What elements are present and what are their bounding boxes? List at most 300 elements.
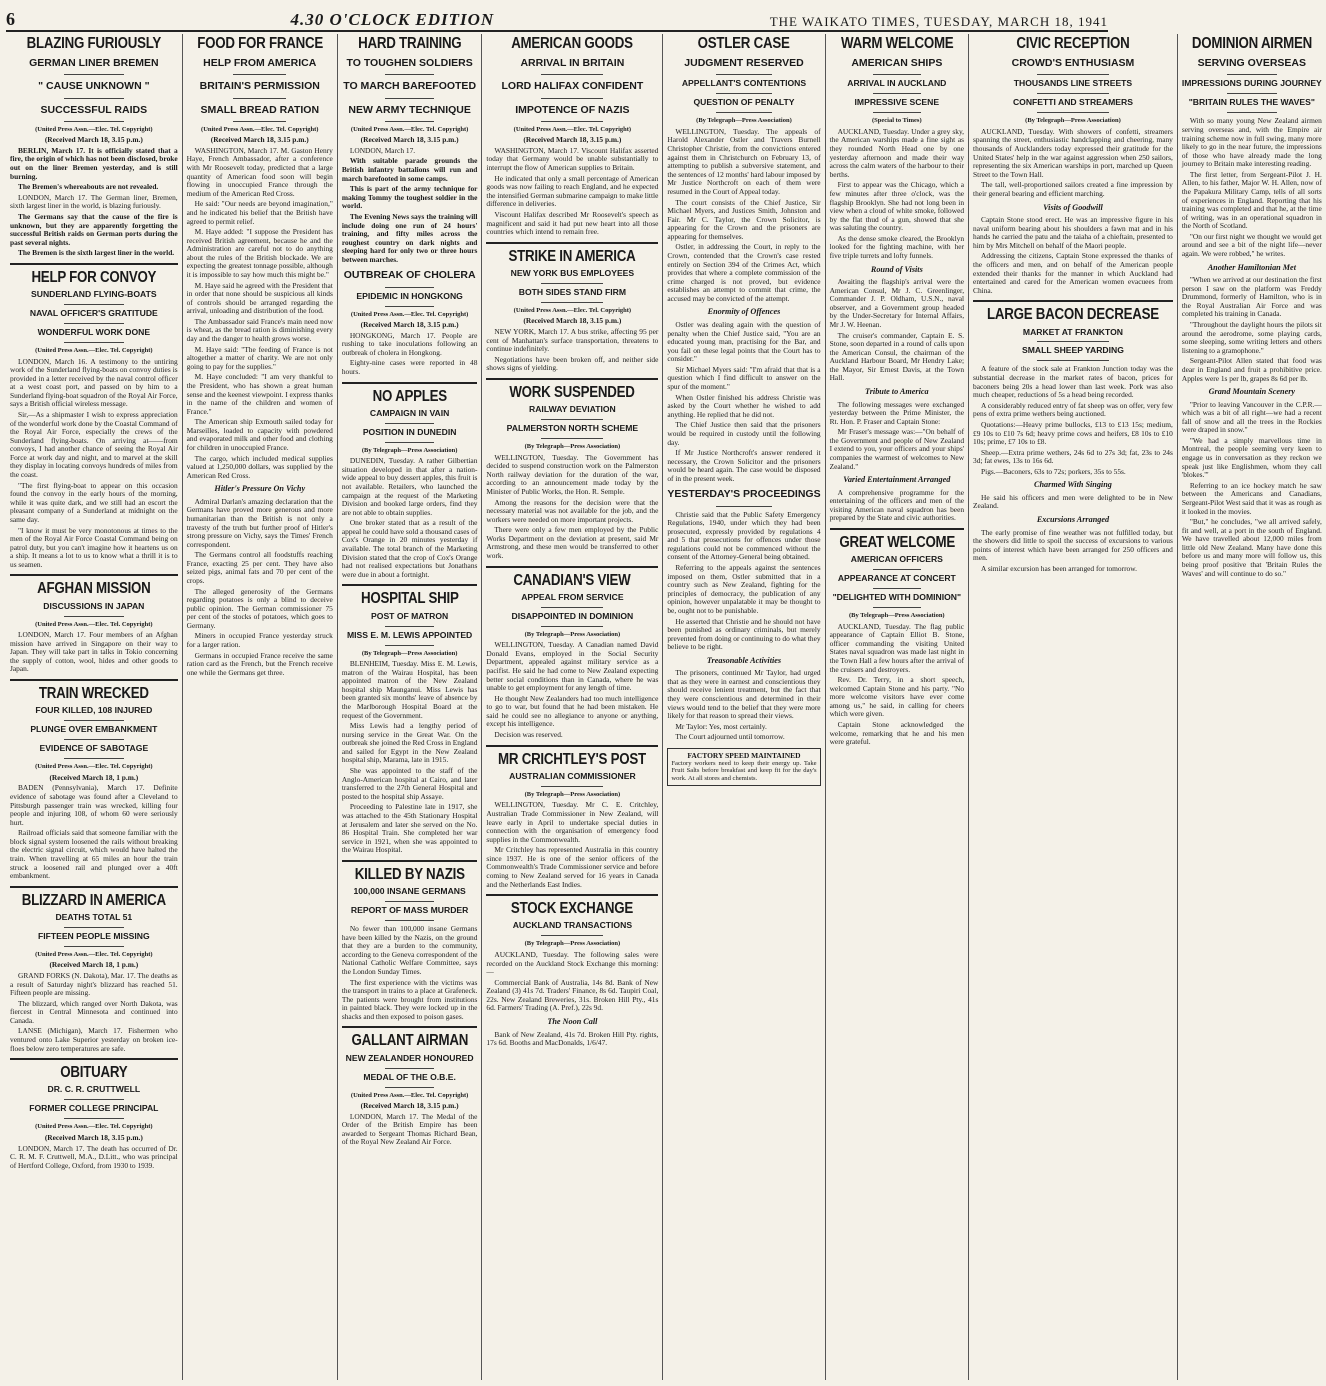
headline: OSTLER CASE xyxy=(697,35,790,52)
short-rule xyxy=(233,121,286,122)
section-subhead: Visits of Goodwill xyxy=(1043,202,1103,212)
short-rule xyxy=(385,121,434,122)
paragraph: WELLINGTON, Tuesday. The appeals of Harold Alexander Ostler and Travers Burnell Christopher Christie, from the convictions entered against them in Christchurch on February 13, of attempting to publish a subversive statement, and the sentences of 12 months' hard labour imposed by Mr Justice Northcroft on each of them were resumed in the Court of Appeal today. xyxy=(667,126,821,196)
paragraph: The Ambassador said France's main need now is wheat, as the bread ration is diminishing every day and the danger to health grows worse. xyxy=(186,316,333,344)
paragraph: Sergeant-Pilot Allen stated that food was dear in England and fruit a prohibitive price. Apples were 1s per lb, grapes 8s 6d per lb. xyxy=(1181,356,1322,383)
headline: STRIKE IN AMERICA xyxy=(508,247,636,265)
deck: SUNDERLAND FLYING-BOATS xyxy=(31,289,157,300)
short-rule xyxy=(541,419,603,420)
short-rule xyxy=(385,626,434,627)
paragraph: Eighty-nine cases were reported in 48 hours. xyxy=(341,358,478,376)
column-rule xyxy=(10,886,178,888)
paragraph: Proceeding to Palestine late in 1917, she was attached to the 45th Stationary Hospital at Jerusalem and later she served on the No. 86 Hospital Train. She completed her war service in 1921, when she was appointed to the Wairau Hospital. xyxy=(341,802,478,855)
advertisement-title: FACTORY SPEED MAINTAINED xyxy=(687,750,801,760)
paragraph: WASHINGTON, March 17. Viscount Halifax asserted today that Germany would be unable substantially to interrupt the flow of American supplies to Britain. xyxy=(486,145,659,173)
paragraph: AUCKLAND, Tuesday. With showers of confetti, streamers spanning the street, enthusiastic handclapping and cheering, many thousands of Aucklanders today expressed their gratitude for the United States' help in the war against aggression when 250 sailors, representing the six American warships in port, marched up Queen Street to the Town Hall. xyxy=(973,126,1173,179)
headline: AFGHAN MISSION xyxy=(37,580,151,598)
paragraph: Captain Stone acknowledged the welcome, remarking that he and his men were grateful. xyxy=(829,720,965,747)
deck: MARKET AT FRANKTON xyxy=(1022,326,1123,337)
short-rule xyxy=(64,739,124,740)
deck: CONFETTI AND STREAMERS xyxy=(1012,97,1133,108)
paragraph: The American ship Exmouth sailed today for Marseilles, loaded to capacity with powdered and evaporated milk and other food and clothing for children in unoccupied France. xyxy=(186,417,333,452)
paragraph: NEW YORK, March 17. A bus strike, affecting 95 per cent of Manhattan's surface transportation, threatens to continue indefinitely. xyxy=(486,326,659,354)
paragraph: LONDON, March 16. A testimony to the untiring work of the Sunderland flying-boats on convoy duties is provided in a letter received by the naval control officer at a west coast port, and passed on by him to a Sunderland flying-boat squadron of the Royal Air Force, says a British official wireless message. xyxy=(10,356,178,409)
deck: REPORT OF MASS MURDER xyxy=(350,905,469,916)
column-2 xyxy=(183,34,338,1380)
subheadline: IMPOTENCE OF NAZIS xyxy=(515,103,630,116)
deck: FOUR KILLED, 108 INJURED xyxy=(35,705,153,716)
short-rule xyxy=(64,304,124,305)
paragraph: The cruiser's commander, Captain E. S. Stone, soon departed in a round of calls upon the American Consul, the chairman of the Auckland Harbour Board, Mr Hendry Lake; the Mayor, Sir Ernest Davis, at the Town Hall. xyxy=(829,330,965,383)
received-line: (Received March 18, 3.15 p.m.) xyxy=(360,135,459,145)
deck: POSITION IN DUNEDIN xyxy=(362,426,457,437)
deck: AUCKLAND TRANSACTIONS xyxy=(512,920,633,931)
short-rule xyxy=(233,74,286,75)
paragraph: A considerably reduced entry of fat sheep was on offer, very few pens of extra prime wethers being auctioned. xyxy=(973,400,1173,419)
column-rule xyxy=(10,263,178,265)
wire-credit: (United Press Assn.—Elec. Tel. Copyright) xyxy=(513,306,632,314)
received-line: (Received March 18, 3.15 p.m.) xyxy=(360,1101,459,1111)
deck: APPEARANCE AT CONCERT xyxy=(837,573,956,584)
paragraph: WELLINGTON, Tuesday. A Canadian named David Donald Evans, employed in the Social Security Department, appealed against military service as a pacifist. He said he had come to New Zealand expecting better social conditions than in Canada, where he was unable to get employment for any length of time. xyxy=(486,640,659,693)
headline: BLAZING FURIOUSLY xyxy=(26,35,162,52)
short-rule xyxy=(385,98,434,99)
deck: "DELIGHTED WITH DOMINION" xyxy=(832,592,962,603)
deck: AUSTRALIAN COMMISSIONER xyxy=(509,770,636,781)
paragraph: He said his officers and men were delighted to be in New Zealand. xyxy=(973,492,1173,511)
short-rule xyxy=(541,438,603,439)
paragraph: He asserted that Christie and he should not have been punished as ordinary criminals, but merely prevented from doing or continuing to do what they believe to be right. xyxy=(667,616,821,652)
column-6 xyxy=(826,34,969,1380)
section-subhead: Varied Entertainment Arranged xyxy=(843,475,951,485)
wire-credit: (By Telegraph—Press Association) xyxy=(524,940,621,948)
paragraph: A similar excursion has been arranged for tomorrow. xyxy=(981,563,1137,573)
paragraph: Negotiations have been broken off, and neither side shows signs of yielding. xyxy=(486,354,659,373)
paragraph: Mr Taylor: Yes, most certainly. xyxy=(675,721,767,731)
deck: APPEAL FROM SERVICE xyxy=(521,591,624,602)
paragraph: Germans in occupied France receive the same ration card as the French, but the French receive one while the Germans get three. xyxy=(186,650,333,677)
short-rule xyxy=(64,616,124,617)
deck: NAVAL OFFICER'S GRATITUDE xyxy=(29,308,158,319)
wire-credit: (United Press Assn.—Elec. Tel. Copyright) xyxy=(350,310,469,318)
paragraph: "We had a simply marvellous time in Montreal, the people seeming very keen to engage us in conversation as they reckon we speak just like Englishmen, whom they call 'blokes.'" xyxy=(1181,435,1322,480)
short-rule xyxy=(541,786,603,787)
column-rule xyxy=(486,894,658,896)
column-1 xyxy=(6,34,183,1380)
paragraph: M. Haye concluded: "I am very thankful to the President, who has shown a great human sense and the keenest viewpoint. I express thanks in the name of the children and women of France." xyxy=(186,372,333,416)
received-line: (Received March 18, 3.15 p.m.) xyxy=(523,316,622,326)
paragraph: HONGKONG, March 17. People are rushing to take inoculations following an outbreak of cholera in Hongkong. xyxy=(341,330,478,357)
subheadline: HELP FROM AMERICA xyxy=(203,57,317,70)
subheadline: SMALL BREAD RATION xyxy=(200,103,320,116)
short-rule xyxy=(64,98,124,99)
headline: NO APPLES xyxy=(372,387,447,405)
wire-credit: (United Press Assn.—Elec. Tel. Copyright) xyxy=(201,125,319,133)
short-rule xyxy=(385,74,434,75)
lead-paragraph: The Evening News says the training will include doing one run of 24 hours' training, and fifty miles across the roughest country on dark nights and sleeping hard for only two or three hours between marches. xyxy=(341,211,478,264)
short-rule xyxy=(385,442,434,443)
paragraph: Mr Fraser's message was:—"On behalf of the Government and people of New Zealand I extend to you, your officers and your ships' companies the warmest of welcomes to New Zealand." xyxy=(829,427,965,471)
advertisement-text: Factory workers need to keep their energy up. Take Fruit Salts before breakfast and keep fit for the day's work. At all stores and chemists. xyxy=(671,760,817,782)
paragraph: The blizzard, which ranged over North Dakota, was fiercest in Central Minnesota and continued into Canada. xyxy=(10,998,178,1025)
deck: EVIDENCE OF SABOTAGE xyxy=(39,743,149,754)
short-rule xyxy=(873,93,921,94)
paragraph: The following messages were exchanged yesterday between the Prime Minister, the Rt. Hon. P. Fraser and Captain Stone: xyxy=(829,399,965,426)
subheadline: YESTERDAY'S PROCEEDINGS xyxy=(667,488,821,501)
paragraph: WASHINGTON, March 17. M. Gaston Henry Haye, French Ambassador, after a conference with Mr Roosevelt today, predicted that a large quantity of American food soon will begin flowing in unoccupied France through the medium of the American Red Cross. xyxy=(186,145,333,198)
section-subhead: Enormity of Offences xyxy=(707,307,781,317)
paragraph: Quotations:—Heavy prime bullocks, £13 to £13 15s; medium, £9 10s to £10 7s 6d; heavy prime cows and heifers, £8 10s to £10 10s; prime, £7 10s to £8. xyxy=(973,419,1173,447)
column-8 xyxy=(1178,34,1326,1380)
short-rule xyxy=(541,283,603,284)
wire-credit: (By Telegraph—Press Association) xyxy=(849,612,945,620)
deck: ARRIVAL IN AUCKLAND xyxy=(847,78,947,89)
column-rule xyxy=(342,1026,478,1028)
subheadline: TO MARCH BAREFOOTED xyxy=(343,80,477,93)
paragraph: AUCKLAND, Tuesday. Under a grey sky, the American warships made a fine sight as they rounded North Head one by one yesterday afternoon and made their way across the calm waters of the harbour to their berths. xyxy=(829,126,965,179)
paragraph: A comprehensive programme for the entertaining of the officers and men of the visiting American naval squadron has been prepared by the State and civic authorities. xyxy=(829,487,965,523)
page-number: 6 xyxy=(6,9,15,29)
short-rule xyxy=(385,423,434,424)
paragraph: M. Haye added: "I suppose the President has received British agreement, because he and the Administration are careful not to do anything about the rules of the British blockade. We are expecting the greatest tonnage possible, although it is impossible to say how much this might be." xyxy=(186,227,333,279)
wire-credit: (By Telegraph—Press Association) xyxy=(361,649,458,657)
short-rule xyxy=(1037,360,1109,361)
paragraph: "When we arrived at our destination the first person I saw on the platform was Freddy Drummond, formerly of Hamilton, who is in the Royal Australian Air Force and was completed his training in Canada. xyxy=(1181,275,1322,319)
short-rule xyxy=(1227,74,1277,75)
wire-credit: (By Telegraph—Press Association) xyxy=(1025,117,1121,125)
deck: EPIDEMIC IN HONGKONG xyxy=(356,290,463,301)
wire-credit: (United Press Assn.—Elec. Tel. Copyright) xyxy=(35,950,153,958)
deck: IMPRESSIONS DURING JOURNEY xyxy=(1181,78,1322,89)
subheadline: OUTBREAK OF CHOLERA xyxy=(343,269,476,282)
paragraph: Pigs.—Baconers, 63s to 72s; porkers, 35s to 55s. xyxy=(981,466,1126,476)
short-rule xyxy=(385,901,434,902)
wire-credit: (United Press Assn.—Elec. Tel. Copyright) xyxy=(35,620,153,628)
short-rule xyxy=(1037,93,1109,94)
column-rule xyxy=(10,574,178,576)
headline: KILLED BY NAZIS xyxy=(354,865,465,883)
deck: PALMERSTON NORTH SCHEME xyxy=(506,423,639,434)
column-rule xyxy=(486,242,658,244)
paragraph: Bank of New Zealand, 41s 7d. Broken Hill Pty. rights, 17s 6d. Booths and MacDonalds, 1/6/47. xyxy=(486,1029,659,1048)
short-rule xyxy=(64,946,124,947)
paragraph: WELLINGTON, Tuesday. The Government has decided to suspend construction work on the Palmerston North railway deviation for the duration of the war, according to an announcement made today by the Minister of Public Works, the Hon. R. Semple. xyxy=(486,452,659,496)
dateline: THE WAIKATO TIMES, TUESDAY, MARCH 18, 1941 xyxy=(769,14,1108,29)
deck: AMERICAN OFFICERS xyxy=(850,554,943,565)
headline: HELP FOR CONVOY xyxy=(31,268,157,286)
paragraph: She was appointed to the staff of the Anglo-American hospital at Cairo, and later transferred to the 27th General Hospital and posted to the hospital ship Assaye. xyxy=(341,766,478,801)
news-columns xyxy=(6,34,1322,1380)
paragraph: He said: "Our needs are beyond imagination," and he indicated his belief that the British have agreed to permit relief. xyxy=(186,199,333,226)
short-rule xyxy=(873,74,921,75)
wire-credit: (United Press Assn.—Elec. Tel. Copyright) xyxy=(513,125,632,133)
paragraph: AUCKLAND, Tuesday. The following sales were recorded on the Auckland Stock Exchange this morning:— xyxy=(486,949,659,977)
paragraph: Railroad officials said that someone familiar with the block signal system loosened the rails without breaking the electric signal circuit, which would have halted the train. When travelling at 65 miles an hour the train struck a loosened rail and plunged over a 40ft embankment. xyxy=(10,828,178,881)
wire-credit: (United Press Assn.—Elec. Tel. Copyright) xyxy=(35,1123,153,1131)
deck: THOUSANDS LINE STREETS xyxy=(1013,78,1133,89)
short-rule xyxy=(385,306,434,307)
wire-credit: (United Press Assn.—Elec. Tel. Copyright) xyxy=(350,125,469,133)
paragraph: Decision was reserved. xyxy=(494,730,563,740)
deck: APPELLANT'S CONTENTIONS xyxy=(681,78,807,89)
paragraph: Viscount Halifax described Mr Roosevelt's speech as magnificent and said it had put new heart into all those countries which intend to remain free. xyxy=(486,209,659,237)
column-rule xyxy=(342,382,478,384)
headline: OBITUARY xyxy=(60,1064,128,1082)
paragraph: Miss Lewis had a lengthy period of nursing service in the Great War. On the outbreak she joined the Red Cross in England and sailed for Egypt in the New Zealand hospital ship, Marama, late in 1915. xyxy=(341,721,478,765)
short-rule xyxy=(541,607,603,608)
section-subhead: The Noon Call xyxy=(547,1017,598,1026)
column-3 xyxy=(338,34,483,1380)
wire-credit: (Special to Times) xyxy=(872,117,922,125)
column-5 xyxy=(663,34,825,1380)
deck: SMALL SHEEP YARDING xyxy=(1022,345,1124,356)
headline: LARGE BACON DECREASE xyxy=(987,306,1159,324)
section-subhead: Treasonable Activities xyxy=(706,655,782,665)
wire-credit: (United Press Assn.—Elec. Tel. Copyright) xyxy=(35,763,153,771)
paragraph: "Throughout the daylight hours the pilots sit around the aerodrome, some playing cards, some sleeping, some writing letters and others listening to a gramophone." xyxy=(1181,320,1322,355)
deck: CAMPAIGN IN VAIN xyxy=(369,407,450,418)
deck: MEDAL OF THE O.B.E. xyxy=(363,1071,456,1082)
short-rule xyxy=(1037,112,1109,113)
short-rule xyxy=(385,645,434,646)
short-rule xyxy=(541,98,603,99)
short-rule xyxy=(233,98,286,99)
received-line: (Received March 18, 3.15 p.m.) xyxy=(360,320,459,330)
paragraph: "I know it must be very monotonous at times to the men of the Royal Air Force Coastal Command being on patrol duty, but you can't imagine how it heartens us on a ship. It means a lot to us to know what a thrill it is to us seamen. xyxy=(10,525,178,569)
subheadline: " CAUSE UNKNOWN " xyxy=(38,80,150,93)
headline: CANADIAN'S VIEW xyxy=(513,571,631,589)
lead-paragraph: The Bremen is the sixth largest liner in the world. xyxy=(18,248,175,258)
short-rule xyxy=(541,626,603,627)
short-rule xyxy=(873,607,921,608)
paragraph: Sheep.—Extra prime wethers, 24s 6d to 27s 3d; fat, 23s to 24s 3d; fat ewes, 13s to 16s 6d. xyxy=(973,447,1173,466)
paragraph: "On our first night we thought we would get around and see a bit of the night life—never again. We were robbed," he writes. xyxy=(1181,231,1322,259)
lead-paragraph: This is part of the army technique for making Tommy the toughest soldier in the world. xyxy=(341,184,478,211)
paragraph: A feature of the stock sale at Frankton Junction today was the substantial decrease in the market rates of bacon, prices for baconers being 20s a head lower than last week. Pork was also much cheaper, reductions of 5s a head being recorded. xyxy=(973,364,1173,400)
subheadline: TO TOUGHEN SOLDIERS xyxy=(346,57,473,70)
paragraph: The first letter, from Sergeant-Pilot J. H. Allen, to his father, Major W. H. Allen, now of the Papakura Military Camp, tells of all sorts of experiences in England. Reporting that his training was completed and that he, at the time of writing, was in an operational squadron in the North of Scotland. xyxy=(1181,169,1322,231)
edition-title: 4.30 O'CLOCK EDITION xyxy=(290,10,495,29)
deck: QUESTION OF PENALTY xyxy=(693,97,795,108)
paragraph: There were only a few men employed by the Public Works Department on the deviation at present, said Mr Armstrong, and these men would be transferred to other work. xyxy=(486,525,659,560)
section-subhead: Hitler's Pressure On Vichy xyxy=(214,484,306,494)
paragraph: The court consists of the Chief Justice, Sir Michael Myers, and Justices Smith, Johnston and Fair. Mr C. Taylor, the Crown Solicitor, is appearing for the Crown and the prisoners are appearing for themselves. xyxy=(667,197,821,241)
deck: WONDERFUL WORK DONE xyxy=(37,327,151,338)
short-rule xyxy=(1037,341,1109,342)
deck: 100,000 INSANE GERMANS xyxy=(353,886,466,897)
paragraph: He thought New Zealanders had too much intelligence to go to war, but found that he had been mistaken. He said he could see no allegiance to anyone or anything, except his intelligence. xyxy=(486,693,659,729)
paragraph: If Mr Justice Northcroft's answer rendered it necessary, the Crown Solicitor and the prisoners would be heard again. The case would be disposed of in the present week. xyxy=(667,448,821,483)
paragraph: No fewer than 100,000 insane Germans have been killed by the Nazis, on the ground that they are a burden to the community, according to the Geneva correspondent of the National Catholic Welfare Committee, says the London Sunday Times. xyxy=(341,924,478,976)
short-rule xyxy=(385,1087,434,1088)
paragraph: LONDON, March 17. xyxy=(349,145,416,155)
wire-credit: (By Telegraph—Press Association) xyxy=(696,117,792,125)
wire-credit: (By Telegraph—Press Association) xyxy=(524,443,621,451)
headline: WARM WELCOME xyxy=(840,35,954,52)
wire-credit: (By Telegraph—Press Association) xyxy=(524,790,621,798)
short-rule xyxy=(64,74,124,75)
paragraph: BADEN (Pennsylvania), March 17. Definite evidence of sabotage was found after a Cleveland to Pittsburgh passenger train was wrecked, killing four people and injuring 108, of whom 60 were seriously hurt. xyxy=(10,783,178,827)
short-rule xyxy=(64,1118,124,1119)
deck: DR. C. R. CRUTTWELL xyxy=(47,1084,141,1095)
subheadline: SERVING OVERSEAS xyxy=(1197,57,1306,70)
headline: HOSPITAL SHIP xyxy=(360,590,459,608)
paragraph: One broker stated that as a result of the appeal he could have sold a thousand cases of Cox's Orange in 20 minutes yesterday if available. The total branch of the Marketing Division stated that the crop of Cox's Orange had not realised expectations but Jonathans were due in about a fortnight. xyxy=(341,518,478,579)
deck: MISS E. M. LEWIS APPOINTED xyxy=(347,629,473,640)
short-rule xyxy=(64,1099,124,1100)
short-rule xyxy=(385,1068,434,1069)
headline: HARD TRAINING xyxy=(357,35,462,52)
deck: NEW YORK BUS EMPLOYEES xyxy=(510,267,635,278)
short-rule xyxy=(873,569,921,570)
paragraph: Rev. Dr. Terry, in a short speech, welcomed Captain Stone and his party. "No more welcome visitors have ever come among us," he said, in calling for cheers which were given. xyxy=(829,675,965,719)
subheadline: JUDGMENT RESERVED xyxy=(684,57,804,70)
deck: FORMER COLLEGE PRINCIPAL xyxy=(29,1103,159,1114)
paragraph: M. Haye said: "The feeding of France is not altogether a matter of charity. We are not only going to pay for the supplies." xyxy=(186,344,333,371)
headline: BLIZZARD IN AMERICA xyxy=(21,891,166,909)
subheadline: LORD HALIFAX CONFIDENT xyxy=(501,80,644,93)
column-rule xyxy=(342,584,478,586)
short-rule xyxy=(873,112,921,113)
short-rule xyxy=(385,920,434,921)
paragraph: Miners in occupied France yesterday struck for a larger ration. xyxy=(186,631,333,650)
paragraph: AUCKLAND, Tuesday. The flag public appearance of Captain Elliot B. Stone, officer commanding the visiting United States naval squadron was made last night in the Town Hall a few hours after the arrival of the cruisers and destroyers. xyxy=(829,621,965,674)
short-rule xyxy=(716,93,771,94)
paragraph: First to appear was the Chicago, which a few minutes after three o'clock, was the flagship Brooklyn. She had not long been in view when a cloud of white smoke, followed by the flat thud of a gun, showed that she was saluting the country. xyxy=(829,180,965,233)
headline: AMERICAN GOODS xyxy=(511,35,634,52)
wire-credit: (By Telegraph—Press Association) xyxy=(361,446,458,454)
column-rule xyxy=(973,300,1173,302)
received-line: (Received March 18, 1 p.m.) xyxy=(49,960,139,970)
deck: DEATHS TOTAL 51 xyxy=(55,911,133,922)
column-7 xyxy=(969,34,1178,1380)
paragraph: Christie said that the Public Safety Emergency Regulations, 1940, under which they had been prosecuted, expressly provided by regulations 4 and 5 that prosecutions for offences under those regulations could not be commenced without the consent of the Attorney-General being obtained. xyxy=(667,509,821,562)
headline: WORK SUSPENDED xyxy=(509,383,636,401)
short-rule xyxy=(716,74,771,75)
short-rule xyxy=(385,287,434,288)
paragraph: Captain Stone stood erect. He was an impressive figure in his naval uniform bearing about his shoulders a fawn mat and in his hands he carried the patu and the taiaha of a chieftain, presented to him by Mrs Mitchell on behalf of the Maori people. xyxy=(973,215,1173,250)
paragraph: DUNEDIN, Tuesday. A rather Gilbertian situation developed in that after a nation-wide appeal to buy dessert apples, this fruit is not available. Retailers, who launched the campaign at the request of the Marketing Division and booked large orders, find they are not able to obtain supplies. xyxy=(341,456,478,517)
paragraph: Referring to an ice hockey match he saw between the Americans and Canadians, Sergeant-Pilot West said that it was as rough as it looked in the movies. xyxy=(1181,480,1322,516)
wire-credit: (By Telegraph—Press Association) xyxy=(524,630,621,638)
masthead xyxy=(6,6,1108,32)
section-subhead: Excursions Arranged xyxy=(1036,515,1110,525)
paragraph: Awaiting the flagship's arrival were the American Consul, Mr J. C. Greenlinger, Commander J. P. Oldham, U.S.N., naval observer, and a Government group headed by the Under-Secretary for Internal Affairs, Mr J. W. Heenan. xyxy=(829,277,965,329)
received-line: (Received March 18, 3.15 p.m.) xyxy=(210,135,309,145)
headline: GALLANT AIRMAN xyxy=(351,1032,468,1050)
wire-credit: (United Press Assn.—Elec. Tel. Copyright) xyxy=(35,347,153,354)
paragraph: The early promise of fine weather was not fulfilled today, but the showers did little to spoil the success of excursions to various points of interest which have been arranged for 250 officers and men. xyxy=(973,527,1173,563)
paragraph: BLENHEIM, Tuesday. Miss E. M. Lewis, matron of the Wairau Hospital, has been appointed matron of the New Zealand hospital ship Maunganui. Miss Lewis has been granted six months' leave of absence by the Marlborough Hospital Board at the request of the Government. xyxy=(341,659,478,720)
short-rule xyxy=(64,121,124,122)
paragraph: The Court adjourned until tomorrow. xyxy=(675,732,785,742)
short-rule xyxy=(64,927,124,928)
lead-paragraph: The Bremen's whereabouts are not revealed. xyxy=(18,182,159,192)
paragraph: "The first flying-boat to appear on this occasion found the convoy in the early hours of the morning, while it was quite dark, and we still had an escort the pleasant company of a Sunderland at midnight on the same day. xyxy=(10,480,178,524)
paragraph: WELLINGTON, Tuesday. Mr C. E. Critchley, Australian Trade Commissioner in New Zealand, will leave early in April to undertake special duties in connection with the organisation of emergency food supplies in the Commonwealth. xyxy=(486,800,659,844)
received-line: (Received March 18, 3.15 p.m.) xyxy=(44,1132,143,1142)
paragraph: LONDON, March 17. The Medal of the Order of the British Empire has been awarded to Sergeant Thomas Richard Bean, of the Royal New Zealand Air Force. xyxy=(341,1111,478,1147)
deck: BOTH SIDES STAND FIRM xyxy=(518,286,627,297)
column-4 xyxy=(482,34,663,1380)
lead-paragraph: The Germans say that the cause of the fire is unknown, but they are apparently forgetting the successful British raids on German ports during the past several nights. xyxy=(10,211,178,247)
column-rule xyxy=(486,378,658,380)
paragraph: With so many young New Zealand airmen serving overseas and, with the Empire air training scheme now in full swing, many more likely to go in the near future, the impressions of those who have already made the long journey to Britain make interesting reading. xyxy=(1181,116,1322,169)
lead-paragraph: With suitable parade grounds the British infantry battalions will run and march barefooted in some camps. xyxy=(341,156,478,183)
short-rule xyxy=(64,342,124,343)
subheadline: CROWD'S ENTHUSIASM xyxy=(1011,57,1135,70)
section-subhead: Another Hamiltonian Met xyxy=(1207,262,1296,272)
paragraph: Ostler, in addressing the Court, in reply to the Crown, contended that the Crown's case rested entirely on Section 394 of the Crimes Act, which provides that where a complete commission of the crime charged is not proved, but evidence establishes an attempt to commit that crime, the accused may be convicted of the attempt. xyxy=(667,242,821,303)
subheadline: GERMAN LINER BREMEN xyxy=(29,57,159,70)
deck: DISAPPOINTED IN DOMINION xyxy=(511,610,634,621)
section-subhead: Charmed With Singing xyxy=(1034,480,1112,490)
column-rule xyxy=(486,566,658,568)
deck: "BRITAIN RULES THE WAVES" xyxy=(1188,97,1315,108)
column-rule xyxy=(10,679,178,681)
paragraph: Sir Michael Myers said: "I'm afraid that that is a question which I find difficult to answer on the spur of the moment." xyxy=(667,364,821,392)
short-rule xyxy=(64,758,124,759)
paragraph: GRAND FORKS (N. Dakota), Mar. 17. The deaths as a result of Saturday night's blizzard has reached 51. Fifteen people are missing. xyxy=(10,971,178,998)
short-rule xyxy=(541,74,603,75)
paragraph: The Chief Justice then said that the prisoners would be required in custody until the following day. xyxy=(667,420,821,447)
paragraph: "But," he concludes, "we all arrived safely, fit and well, at a port in the south of England. We have travelled about 12,000 miles from little old New Zealand. Many have done this before us and many more will follow us, this being proof positive that 'Britain Rules the Waves' and will continue to do so." xyxy=(1181,517,1322,578)
lead-paragraph: BERLIN, March 17. It is officially stated that a fire, the origin of which has not been disclosed, broke out on the liner Bremen yesterday, and is still burning. xyxy=(10,145,178,181)
paragraph: LONDON, March 17. Four members of an Afghan mission have arrived in Singapore on their way to Japan. They will take part in talks in Tokio concerning the supply of cotton, wool, hides and other goods to Japan. xyxy=(10,630,178,674)
headline: TRAIN WRECKED xyxy=(38,685,149,703)
subheadline: SUCCESSFUL RAIDS xyxy=(40,103,148,116)
paragraph: When Ostler finished his address Christie was asked by the Court whether he wished to add anything. He replied that he did not. xyxy=(667,392,821,419)
paragraph: "Prior to leaving Vancouver in the C.P.R.—which was a bit of all right—we had a recent fall of snow and all the trees in the Rockies were draped in snow." xyxy=(1181,399,1322,435)
deck: IMPRESSIVE SCENE xyxy=(854,97,940,108)
headline: FOOD FOR FRANCE xyxy=(196,35,323,52)
column-rule xyxy=(342,860,478,862)
paragraph: Among the reasons for the decision were that the necessary material was not available for the job, and the workers were needed on more important projects. xyxy=(486,497,659,524)
headline: STOCK EXCHANGE xyxy=(511,900,634,918)
paragraph: Sir,—As a shipmaster I wish to express appreciation of the wonderful work done by the Coastal Command of the Royal Air Force, especially the crews of the Sunderland flying-boats. On arriving at——from convoys, I had another chance of seeing the Royal Air Force at work day and night, and to marvel at the skill they display in locating convoys hundreds of miles from the coast. xyxy=(10,410,178,480)
short-rule xyxy=(716,506,771,507)
paragraph: Mr Critchley has represented Australia in this country since 1937. He is one of the senior officers of the Commonwealth's Trade Commissioner service and before coming to New Zealand served for 16 years in Canada and the Netherlands East Indies. xyxy=(486,845,659,889)
paragraph: M. Haye said he agreed with the President that in order that none should be suspicious all kinds of controls should be arranged regarding the arrival, unloading and distribution of the food. xyxy=(186,280,333,316)
received-line: (Received March 18, 3.15 p.m.) xyxy=(523,135,622,145)
deck: NEW ZEALANDER HONOURED xyxy=(345,1052,474,1063)
deck: POST OF MATRON xyxy=(371,610,449,621)
subheadline: NEW ARMY TECHNIQUE xyxy=(348,103,471,116)
received-line: (Received March 18, 1 p.m.) xyxy=(49,772,139,782)
paragraph: As the dense smoke cleared, the Brooklyn looked for the fighting machine, with her five triple turrets and lofty funnels. xyxy=(829,233,965,260)
paragraph: Admiral Darlan's amazing declaration that the Germans have proved more generous and more humanitarian than the British is not only a travesty of the truth but further proof of Hitler's strong pressure on Vichy, says the Times' French correspondent. xyxy=(186,496,333,549)
paragraph: Addressing the citizens, Captain Stone expressed the thanks of the officers and men, and on behalf of the American people extended their thanks for the manner in which Auckland had entertained and cared for the American women evacuees from China. xyxy=(973,251,1173,295)
section-subhead: Round of Visits xyxy=(870,264,923,274)
paragraph: LONDON, March 17. The German liner, Bremen, sixth largest liner in the world, is blazing furiously. xyxy=(10,192,178,211)
short-rule xyxy=(1227,93,1277,94)
headline: DOMINION AIRMEN xyxy=(1191,35,1312,52)
short-rule xyxy=(541,302,603,303)
deck: PLUNGE OVER EMBANKMENT xyxy=(30,724,158,735)
short-rule xyxy=(541,935,603,936)
short-rule xyxy=(64,720,124,721)
headline: MR CRICHTLEY'S POST xyxy=(498,750,647,768)
paragraph: He indicated that only a small percentage of American goods was now failing to reach England, and he expected the intensified German submarine campaign to make little difference in deliveries. xyxy=(486,173,659,209)
paragraph: Ostler was dealing again with the question of penalty when the Chief Justice said, "You are an educated young man, practising for the Bar, and you fail on these legal points that the Court has to consider." xyxy=(667,319,821,364)
paragraph: The prisoners, continued Mr Taylor, had urged that as they were in earnest and conscientious they should receive lenient treatment, but the fact that they were conscientious and determined in their views would tend to the belief that they were more likely for that reason to spread their views. xyxy=(667,668,821,721)
paragraph: The tall, well-proportioned sailors created a fine impression by their general bearing and efficient marching. xyxy=(973,180,1173,198)
paragraph: The first experience with the victims was the transport in trains to a place at Grafeneck. The patients were brought from institutions in painted black. They were locked up in the shacks and then exposed to poison gases. xyxy=(341,977,478,1021)
short-rule xyxy=(873,588,921,589)
short-rule xyxy=(716,112,771,113)
subheadline: AMERICAN SHIPS xyxy=(851,57,943,70)
deck: RAILWAY DEVIATION xyxy=(529,404,616,415)
